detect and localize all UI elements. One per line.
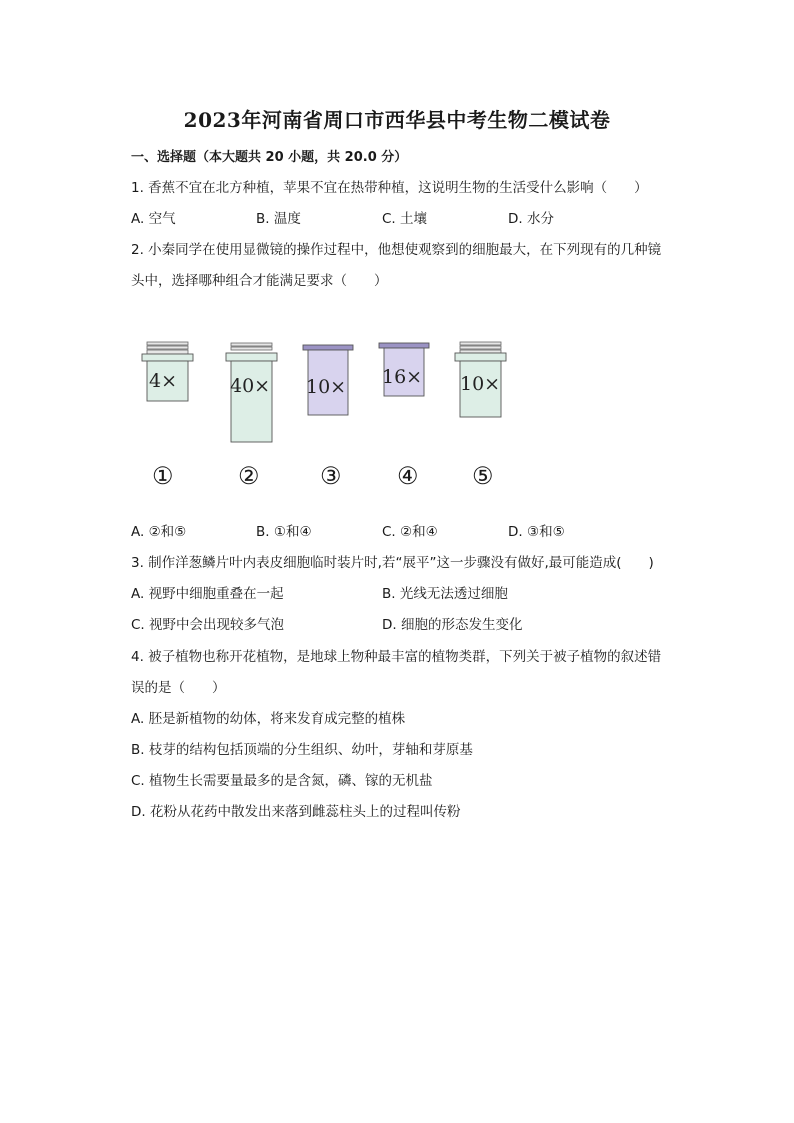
q2-option-b: B. ①和④ xyxy=(256,524,312,540)
section-heading: 一、选择题（本大题共 20 小题，共 20.0 分） xyxy=(131,150,408,165)
q3-option-a: A. 视野中细胞重叠在一起 xyxy=(131,586,284,602)
lens-4-number: ④ xyxy=(397,462,419,490)
q1-option-c: C. 土壤 xyxy=(382,211,428,227)
question-2-text-line2: 头中，选择哪种组合才能满足要求（ ） xyxy=(131,273,388,289)
q1-option-d: D. 水分 xyxy=(508,211,554,227)
q1-option-a: A. 空气 xyxy=(131,211,176,227)
q3-option-c: C. 视野中会出现较多气泡 xyxy=(131,617,285,633)
q2-option-a: A. ②和⑤ xyxy=(131,524,187,540)
q1-option-b: B. 温度 xyxy=(256,211,301,227)
page-title: 2023年河南省周口市西华县中考生物二模试卷 xyxy=(183,108,611,132)
q4-option-b: B. 枝芽的结构包括顶端的分生组织、幼叶，芽轴和芽原基 xyxy=(131,742,473,758)
lens-5-label: 10× xyxy=(460,373,501,395)
question-3-text: 3. 制作洋葱鳞片叶内表皮细胞临时装片时,若“展平”这一步骤没有做好,最可能造成( ) xyxy=(131,555,654,571)
q3-option-b: B. 光线无法透过细胞 xyxy=(382,586,508,602)
lens-1-number: ① xyxy=(152,462,174,490)
q3-option-d: D. 细胞的形态发生变化 xyxy=(382,617,523,633)
question-2-text-line1: 2. 小秦同学在使用显微镜的操作过程中，他想使观察到的细胞最大，在下列现有的几种镜 xyxy=(131,242,662,258)
lens-3-number: ③ xyxy=(320,462,342,490)
q4-option-c: C. 植物生长需要量最多的是含氮，磷、镓的无机盐 xyxy=(131,773,433,789)
lens-5-number: ⑤ xyxy=(472,462,494,490)
question-1-text: 1. 香蕉不宜在北方种植，苹果不宜在热带种植，这说明生物的生活受什么影响（ ） xyxy=(131,180,648,196)
lens-4-label: 16× xyxy=(382,366,423,388)
lens-2-label: 40× xyxy=(230,375,271,397)
q4-option-a: A. 胚是新植物的幼体，将来发育成完整的植株 xyxy=(131,711,406,727)
q4-option-d: D. 花粉从花药中散发出来落到雌蕊柱头上的过程叫传粉 xyxy=(131,804,461,820)
lens-2-number: ② xyxy=(238,462,260,490)
lens-3-label: 10× xyxy=(306,376,347,398)
q2-option-d: D. ③和⑤ xyxy=(508,524,565,540)
lens-1-label: 4× xyxy=(149,370,178,392)
q2-option-c: C. ②和④ xyxy=(382,524,438,540)
question-4-text-line2: 误的是（ ） xyxy=(131,680,226,696)
question-4-text-line1: 4. 被子植物也称开花植物，是地球上物种最丰富的植物类群，下列关于被子植物的叙述错 xyxy=(131,649,662,665)
